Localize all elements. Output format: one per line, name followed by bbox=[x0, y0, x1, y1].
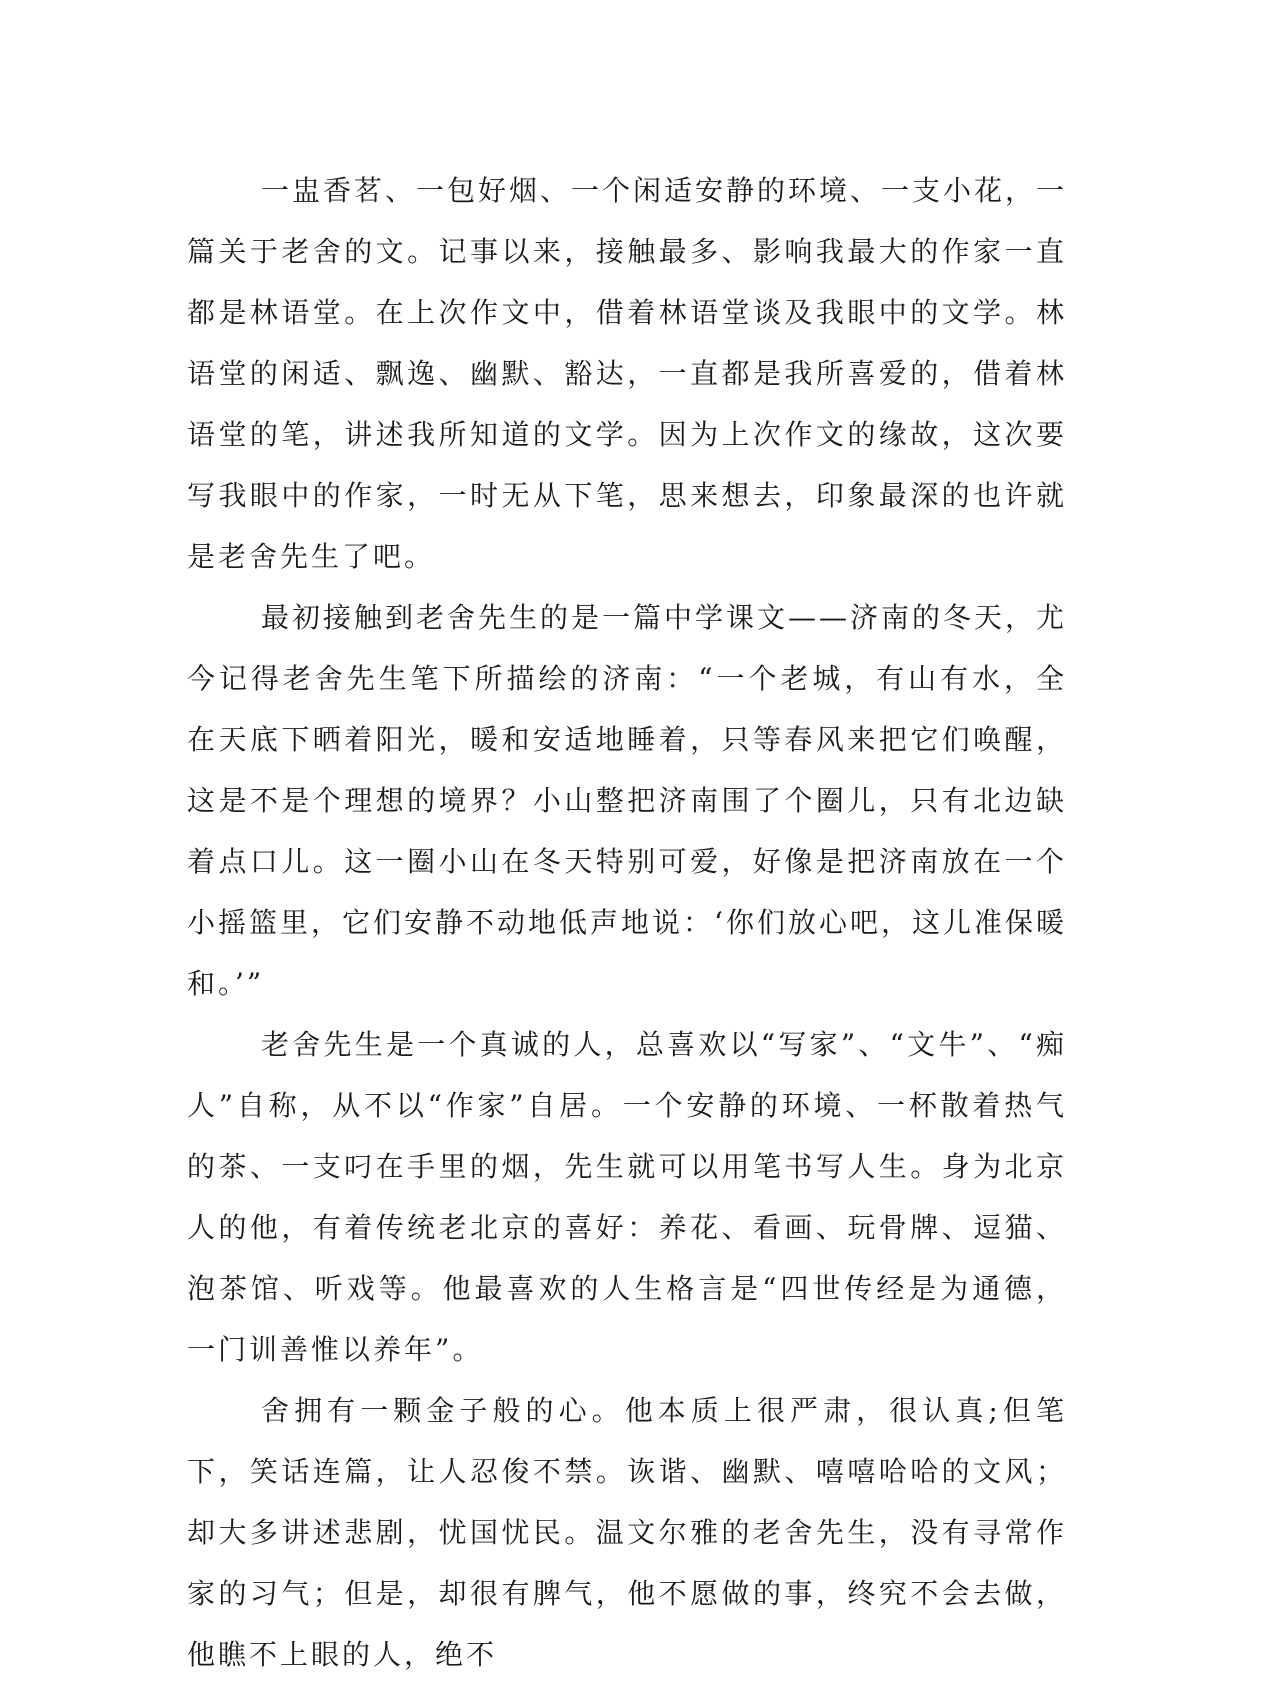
paragraph-1: 一盅香茗、一包好烟、一个闲适安静的环境、一支小花，一篇关于老舍的文。记事以来，接触最多、影响我最大的作家一直都是林语堂。在上次作文中，借着林语堂谈及我眼中的文学。林语堂的闲适、飘逸、幽默、豁达，一直都是我所喜爱的，借着林语堂的笔，讲述我所知道的文学。因为上次作文的缘故，这次要写我眼中的作家，一时无从下笔，思来想去，印象最深的也许就是老舍先生了吧。 bbox=[187, 174, 1068, 573]
paragraph-4: 舍拥有一颗金子般的心。他本质上很严肃，很认真;但笔下，笑话连篇，让人忍俊不禁。诙谐、幽默、嘻嘻哈哈的文风；却大多讲述悲剧，忧国忧民。温文尔雅的老舍先生，没有寻常作家的习气；但是，却很有脾气，他不愿做的事，终究不会去做，他瞧不上眼的人，绝不 bbox=[187, 1394, 1067, 1671]
paragraph-2: 最初接触到老舍先生的是一篇中学课文——济南的冬天，尤今记得老舍先生笔下所描绘的济南：“一个老城，有山有水，全在天底下晒着阳光，暖和安适地睡着，只等春风来把它们唤醒，这是不是个理想的境界？小山整把济南围了个圈儿，只有北边缺着点口儿。这一圈小山在冬天特别可爱，好像是把济南放在一个小摇篮里，它们安静不动地低声地说：‘你们放心吧，这儿准保暖和。’” bbox=[187, 601, 1068, 1000]
paragraph-3: 老舍先生是一个真诚的人，总喜欢以“写家”、“文牛”、“痴人”自称，从不以“作家”自居。一个安静的环境、一杯散着热气的茶、一支叼在手里的烟，先生就可以用笔书写人生。身为北京人的他，有着传统老北京的喜好：养花、看画、玩骨牌、逗猫、泡茶馆、听戏等。他最喜欢的人生格言是“四世传经是为通德，一门训善惟以养年”。 bbox=[187, 1028, 1067, 1366]
article-body bbox=[187, 160, 1067, 1685]
